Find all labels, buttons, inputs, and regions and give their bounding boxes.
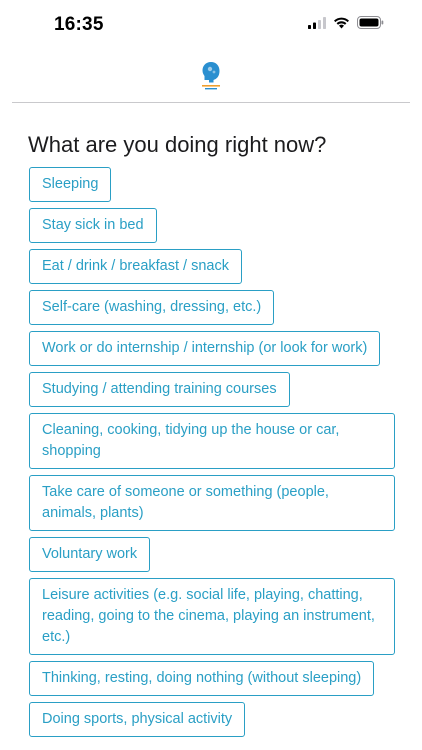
head-profile-logo-icon <box>200 60 222 92</box>
option-work-internship[interactable]: Work or do internship / internship (or look for work) <box>29 331 380 366</box>
status-icons <box>308 16 384 34</box>
option-eat-drink[interactable]: Eat / drink / breakfast / snack <box>29 249 242 284</box>
option-voluntary-work[interactable]: Voluntary work <box>29 537 150 572</box>
option-studying[interactable]: Studying / attending training courses <box>29 372 290 407</box>
status-bar <box>0 0 422 54</box>
wifi-icon <box>333 16 350 34</box>
status-time: 16:35 <box>54 14 104 35</box>
question-title: What are you doing right now? <box>28 132 327 157</box>
option-self-care[interactable]: Self-care (washing, dressing, etc.) <box>29 290 274 325</box>
app-header <box>0 54 422 104</box>
option-sleeping[interactable]: Sleeping <box>29 167 111 202</box>
option-sports[interactable]: Doing sports, physical activity <box>29 702 245 737</box>
option-leisure-activities[interactable]: Leisure activities (e.g. social life, playing, chatting, reading, going to the cinema, playing an instrument, etc.) <box>29 578 395 655</box>
option-thinking-resting[interactable]: Thinking, resting, doing nothing (without sleeping) <box>29 661 374 696</box>
option-cleaning-cooking[interactable]: Cleaning, cooking, tidying up the house or car, shopping <box>29 413 395 469</box>
header-divider <box>12 102 410 103</box>
activity-options-list <box>29 167 395 737</box>
cellular-signal-icon <box>308 16 326 34</box>
option-sick-in-bed[interactable]: Stay sick in bed <box>29 208 157 243</box>
battery-icon <box>357 16 384 34</box>
option-take-care[interactable]: Take care of someone or something (people, animals, plants) <box>29 475 395 531</box>
